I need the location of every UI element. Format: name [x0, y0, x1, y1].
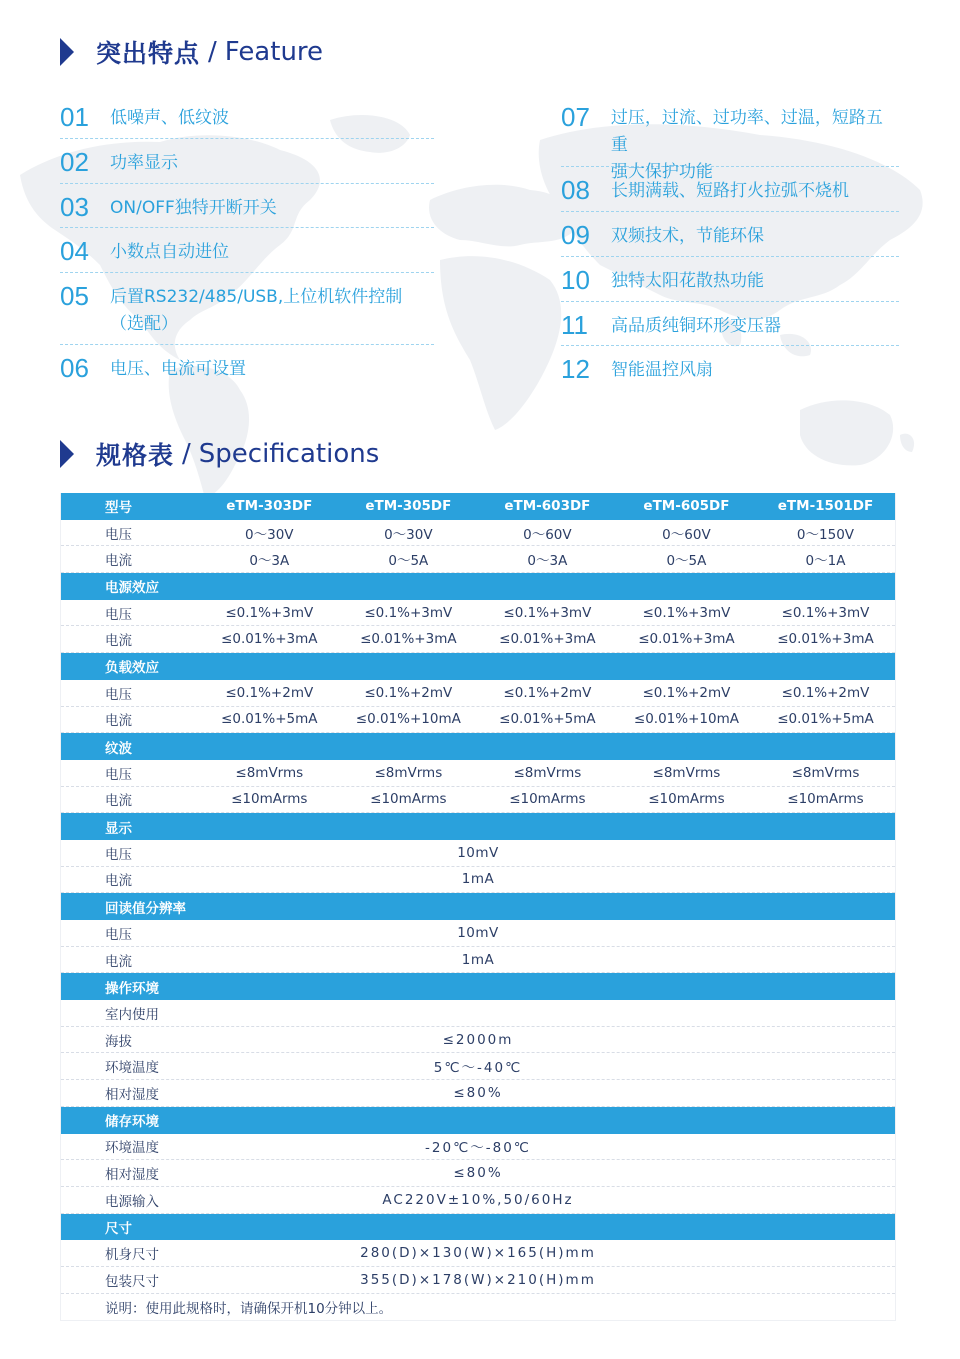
table-row — [61, 947, 895, 974]
cell-value: ≤0.01%+3mA — [221, 631, 318, 648]
row-label: 电流 — [105, 793, 132, 810]
feature-item — [60, 184, 434, 228]
cell-value: 0～30V — [245, 526, 294, 543]
spec-note: 说明：使用此规格时，请确保开机10分钟以上。 — [105, 1300, 393, 1317]
row-label: 电压 — [105, 846, 132, 863]
table-row — [61, 787, 895, 814]
cell-value: ≤0.01%+10mA — [355, 711, 461, 728]
cell-value: ≤80% — [453, 1165, 503, 1182]
feature-text: 低噪声、低纹波 — [110, 108, 229, 128]
table-row — [61, 867, 895, 894]
feature-number: 08 — [561, 175, 590, 205]
cell-value: ≤0.1%+3mV — [642, 604, 731, 621]
row-label: 环境温度 — [105, 1060, 159, 1077]
table-row — [61, 1240, 895, 1267]
section-row-storage — [61, 1107, 895, 1134]
section-title: 尺寸 — [105, 1220, 132, 1237]
feature-text-line: （选配） — [110, 314, 178, 334]
feature-text: ON/OFF独特开断开关 — [110, 198, 277, 218]
section-row-source-effect — [61, 573, 895, 600]
row-label: 包装尺寸 — [105, 1273, 159, 1290]
section-title: 操作环境 — [105, 980, 159, 997]
row-label: 室内使用 — [105, 1006, 159, 1023]
row-label: 电压 — [105, 926, 132, 943]
feature-title-zh: 突出特点 — [96, 39, 201, 68]
spec-header-label: 型号 — [105, 500, 132, 517]
cell-value: ≤8mVrms — [513, 764, 582, 781]
row-label: 电流 — [105, 553, 132, 570]
cell-value: ≤0.1%+2mV — [503, 684, 592, 701]
feature-heading — [60, 34, 323, 70]
feature-number: 04 — [60, 236, 89, 266]
row-label: 电压 — [105, 766, 132, 783]
feature-item — [561, 257, 899, 302]
section-row-display — [61, 813, 895, 840]
row-label: 海拔 — [105, 1033, 132, 1050]
cell-value: ≤8mVrms — [235, 764, 304, 781]
section-title: 储存环境 — [105, 1114, 159, 1131]
feature-item — [561, 212, 899, 257]
table-row — [61, 1080, 895, 1107]
feature-text: 长期满载、短路打火拉弧不烧机 — [611, 181, 849, 201]
cell-value: ≤8mVrms — [791, 764, 860, 781]
cell-value: 5℃～-40℃ — [433, 1060, 523, 1077]
feature-number: 12 — [561, 354, 590, 384]
feature-text — [110, 282, 402, 338]
feature-text-line: 强大保护功能 — [610, 162, 713, 182]
cell-value: ≤0.01%+5mA — [221, 711, 318, 728]
cell-value: 0～150V — [796, 526, 855, 543]
cell-value: ≤0.01%+5mA — [777, 711, 874, 728]
cell-value: 0～30V — [384, 526, 433, 543]
feature-number: 03 — [60, 192, 89, 222]
cell-value: ≤0.01%+3mA — [638, 631, 735, 648]
row-label: 电压 — [105, 606, 132, 623]
table-row — [61, 600, 895, 627]
section-title: 纹波 — [105, 740, 132, 757]
feature-number: 09 — [561, 220, 590, 250]
cell-value: ≤2000m — [442, 1031, 514, 1048]
feature-text-line: 过压，过流、过功率、过温，短路五重 — [610, 108, 883, 155]
table-row — [61, 680, 895, 707]
spec-header-row — [61, 493, 895, 520]
feature-number: 07 — [561, 102, 590, 132]
cell-value: 0～3A — [527, 553, 568, 570]
section-title: 负载效应 — [105, 660, 159, 677]
cell-value: ≤10mArms — [370, 791, 447, 808]
table-row — [61, 760, 895, 787]
table-row — [61, 1134, 895, 1161]
model-name: eTM-305DF — [365, 498, 452, 515]
model-name: eTM-303DF — [226, 498, 313, 515]
row-label: 环境温度 — [105, 1140, 159, 1157]
model-name: eTM-605DF — [643, 498, 730, 515]
feature-item — [561, 346, 899, 390]
spec-title-en: Specifications — [198, 439, 380, 469]
cell-value: 0～60V — [662, 526, 711, 543]
spec-heading — [60, 436, 379, 472]
cell-value: AC220V±10%,50/60Hz — [382, 1191, 574, 1208]
table-row — [61, 1187, 895, 1214]
feature-text-line: 后置RS232/485/USB,上位机软件控制 — [110, 287, 403, 307]
heading-triangle-icon — [60, 440, 74, 468]
spec-title-zh: 规格表 — [96, 441, 175, 470]
cell-value: ≤0.1%+3mV — [225, 604, 314, 621]
spec-note-row — [61, 1294, 895, 1321]
cell-value: 355(D)×178(W)×210(H)mm — [360, 1271, 596, 1288]
cell-value: ≤8mVrms — [374, 764, 443, 781]
row-label: 电压 — [105, 686, 132, 703]
row-label: 电流 — [105, 713, 132, 730]
section-row-operating — [61, 973, 895, 1000]
feature-text: 电压、电流可设置 — [110, 359, 246, 379]
feature-number: 01 — [60, 102, 89, 132]
cell-value: ≤0.01%+3mA — [499, 631, 596, 648]
model-name: eTM-1501DF — [777, 498, 874, 515]
heading-triangle-icon — [60, 38, 74, 66]
table-row — [61, 546, 895, 573]
section-row-size — [61, 1214, 895, 1241]
section-title: 显示 — [105, 820, 132, 837]
feature-list-right — [561, 103, 899, 390]
feature-text: 功率显示 — [110, 153, 178, 173]
section-row-load-effect — [61, 653, 895, 680]
cell-value: 10mV — [457, 924, 499, 941]
row-label: 相对湿度 — [105, 1086, 159, 1103]
feature-title-en: Feature — [224, 37, 324, 67]
cell-value: ≤0.01%+5mA — [499, 711, 596, 728]
cell-value: ≤0.01%+3mA — [360, 631, 457, 648]
cell-value: ≤10mArms — [509, 791, 586, 808]
feature-text: 智能温控风扇 — [611, 360, 713, 380]
section-row-readback — [61, 893, 895, 920]
cell-value: ≤0.1%+2mV — [642, 684, 731, 701]
cell-value: 0～5A — [388, 553, 429, 570]
table-row — [61, 626, 895, 653]
cell-value: ≤0.01%+10mA — [633, 711, 739, 728]
feature-item — [60, 273, 434, 345]
feature-item — [60, 139, 434, 184]
cell-value: 0～1A — [805, 553, 846, 570]
cell-value: 10mV — [457, 844, 499, 861]
row-label: 电源输入 — [105, 1193, 159, 1210]
cell-value: ≤0.1%+3mV — [503, 604, 592, 621]
feature-item — [60, 103, 434, 139]
feature-title-separator: / — [208, 37, 217, 67]
row-label: 电压 — [105, 526, 132, 543]
row-label: 电流 — [105, 953, 132, 970]
cell-value: 0～5A — [666, 553, 707, 570]
table-row — [61, 1160, 895, 1187]
cell-value: ≤10mArms — [231, 791, 308, 808]
feature-number: 05 — [60, 281, 89, 311]
table-row — [61, 1000, 895, 1027]
feature-text: 独特太阳花散热功能 — [611, 271, 764, 291]
cell-value: 280(D)×130(W)×165(H)mm — [360, 1245, 596, 1262]
feature-text: 小数点自动进位 — [110, 242, 229, 262]
cell-value: 0～3A — [249, 553, 290, 570]
cell-value: ≤8mVrms — [652, 764, 721, 781]
cell-value: ≤0.1%+3mV — [781, 604, 870, 621]
table-row — [61, 520, 895, 547]
cell-value: ≤10mArms — [787, 791, 864, 808]
row-label: 电流 — [105, 873, 132, 890]
table-row — [61, 840, 895, 867]
cell-value: ≤0.1%+2mV — [364, 684, 453, 701]
feature-number: 06 — [60, 353, 89, 383]
feature-item — [60, 345, 434, 389]
feature-list-left — [60, 103, 434, 389]
cell-value: ≤10mArms — [648, 791, 725, 808]
spec-table — [60, 493, 896, 1321]
feature-number: 11 — [561, 310, 588, 340]
cell-value: 1mA — [461, 951, 495, 968]
table-row — [61, 1267, 895, 1294]
cell-value: ≤0.1%+3mV — [364, 604, 453, 621]
cell-value: 0～60V — [523, 526, 572, 543]
section-row-ripple — [61, 733, 895, 760]
feature-item — [561, 102, 899, 182]
feature-number: 02 — [60, 147, 89, 177]
feature-item — [60, 228, 434, 273]
section-title: 回读值分辨率 — [105, 900, 186, 917]
cell-value: -20℃～-80℃ — [425, 1140, 531, 1157]
spec-title-separator: / — [182, 439, 191, 469]
feature-number: 10 — [561, 265, 590, 295]
model-name: eTM-603DF — [504, 498, 591, 515]
row-label: 机身尺寸 — [105, 1247, 159, 1264]
cell-value: ≤0.1%+2mV — [225, 684, 314, 701]
cell-value: ≤0.01%+3mA — [777, 631, 874, 648]
feature-item — [561, 302, 899, 346]
feature-item — [561, 167, 899, 212]
section-title: 电源效应 — [105, 580, 159, 597]
cell-value: ≤80% — [453, 1084, 503, 1101]
table-row — [61, 1053, 895, 1080]
cell-value: ≤0.1%+2mV — [781, 684, 870, 701]
table-row — [61, 707, 895, 734]
feature-text: 高品质纯铜环形变压器 — [611, 316, 781, 336]
table-row — [61, 920, 895, 947]
row-label: 电流 — [105, 633, 132, 650]
table-row — [61, 1027, 895, 1054]
row-label: 相对湿度 — [105, 1167, 159, 1184]
cell-value: 1mA — [461, 871, 495, 888]
feature-text: 双频技术，节能环保 — [611, 226, 764, 246]
